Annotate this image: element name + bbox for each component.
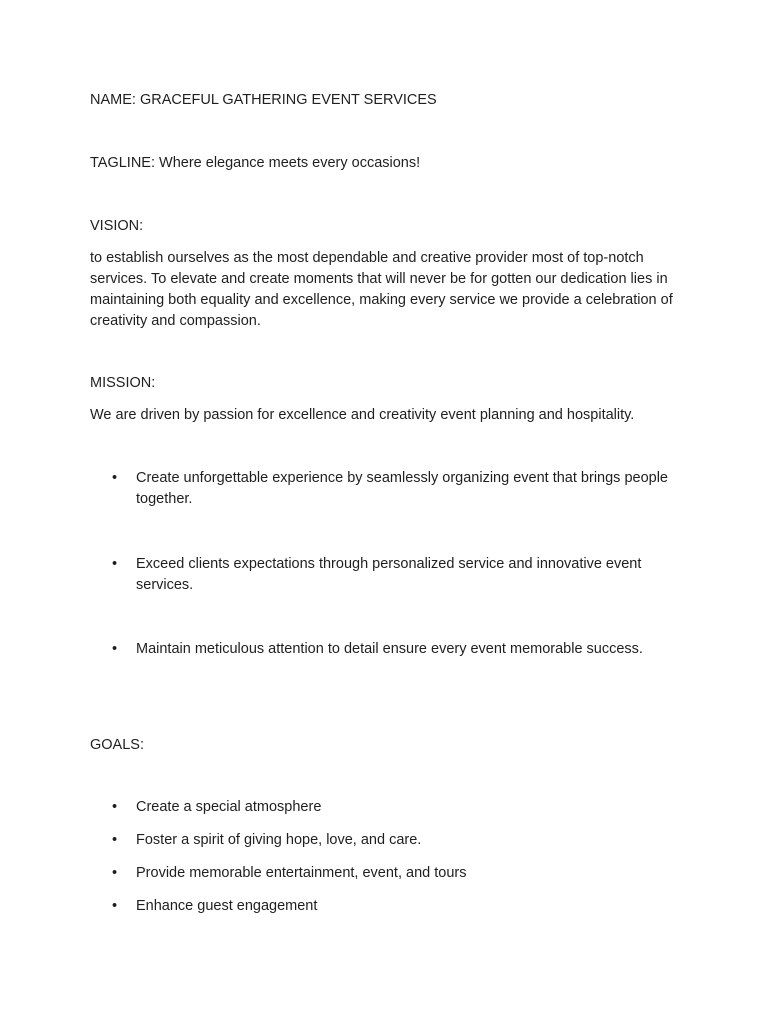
goals-bullet-text: Provide memorable entertainment, event, and tours xyxy=(136,865,467,881)
mission-bullet-text: Create unforgettable experience by seamlessly organizing event that brings people together. xyxy=(136,470,668,507)
bullet-icon xyxy=(112,468,126,489)
goals-bullet-item xyxy=(112,896,672,917)
bullet-icon xyxy=(112,863,126,884)
bullet-icon xyxy=(112,639,126,660)
goals-bullet-item xyxy=(112,830,672,851)
mission-bullet-text: Maintain meticulous attention to detail ensure every event memorable success. xyxy=(136,641,643,657)
mission-bullet-item xyxy=(112,639,672,660)
mission-heading: MISSION: xyxy=(90,375,156,391)
goals-bullet-item xyxy=(112,797,672,818)
mission-bullet-text: Exceed clients expectations through personalized service and innovative event services. xyxy=(136,556,642,593)
bullet-icon xyxy=(112,554,126,575)
bullet-icon xyxy=(112,797,126,818)
company-name: NAME: GRACEFUL GATHERING EVENT SERVICES xyxy=(90,92,437,108)
mission-paragraph: We are driven by passion for excellence and creativity event planning and hospitality. xyxy=(90,407,635,423)
bullet-icon xyxy=(112,896,126,917)
goals-bullet-text: Enhance guest engagement xyxy=(136,898,318,914)
goals-heading: GOALS: xyxy=(90,737,144,753)
mission-bullet-item xyxy=(112,554,672,596)
vision-paragraph: to establish ourselves as the most dependable and creative provider most of top-notch services. To elevate and create moments that will never be for gotten our dedication lies in maintaining both equality and excellence, making every service we provide a celebration of creativity and compassion. xyxy=(90,250,673,329)
company-tagline: TAGLINE: Where elegance meets every occasions! xyxy=(90,155,421,171)
goals-bullet-text: Foster a spirit of giving hope, love, and care. xyxy=(136,832,422,848)
vision-heading: VISION: xyxy=(90,218,144,234)
bullet-icon xyxy=(112,830,126,851)
goals-bullet-text: Create a special atmosphere xyxy=(136,799,322,815)
mission-bullet-item xyxy=(112,468,672,510)
goals-bullet-item xyxy=(112,863,672,884)
